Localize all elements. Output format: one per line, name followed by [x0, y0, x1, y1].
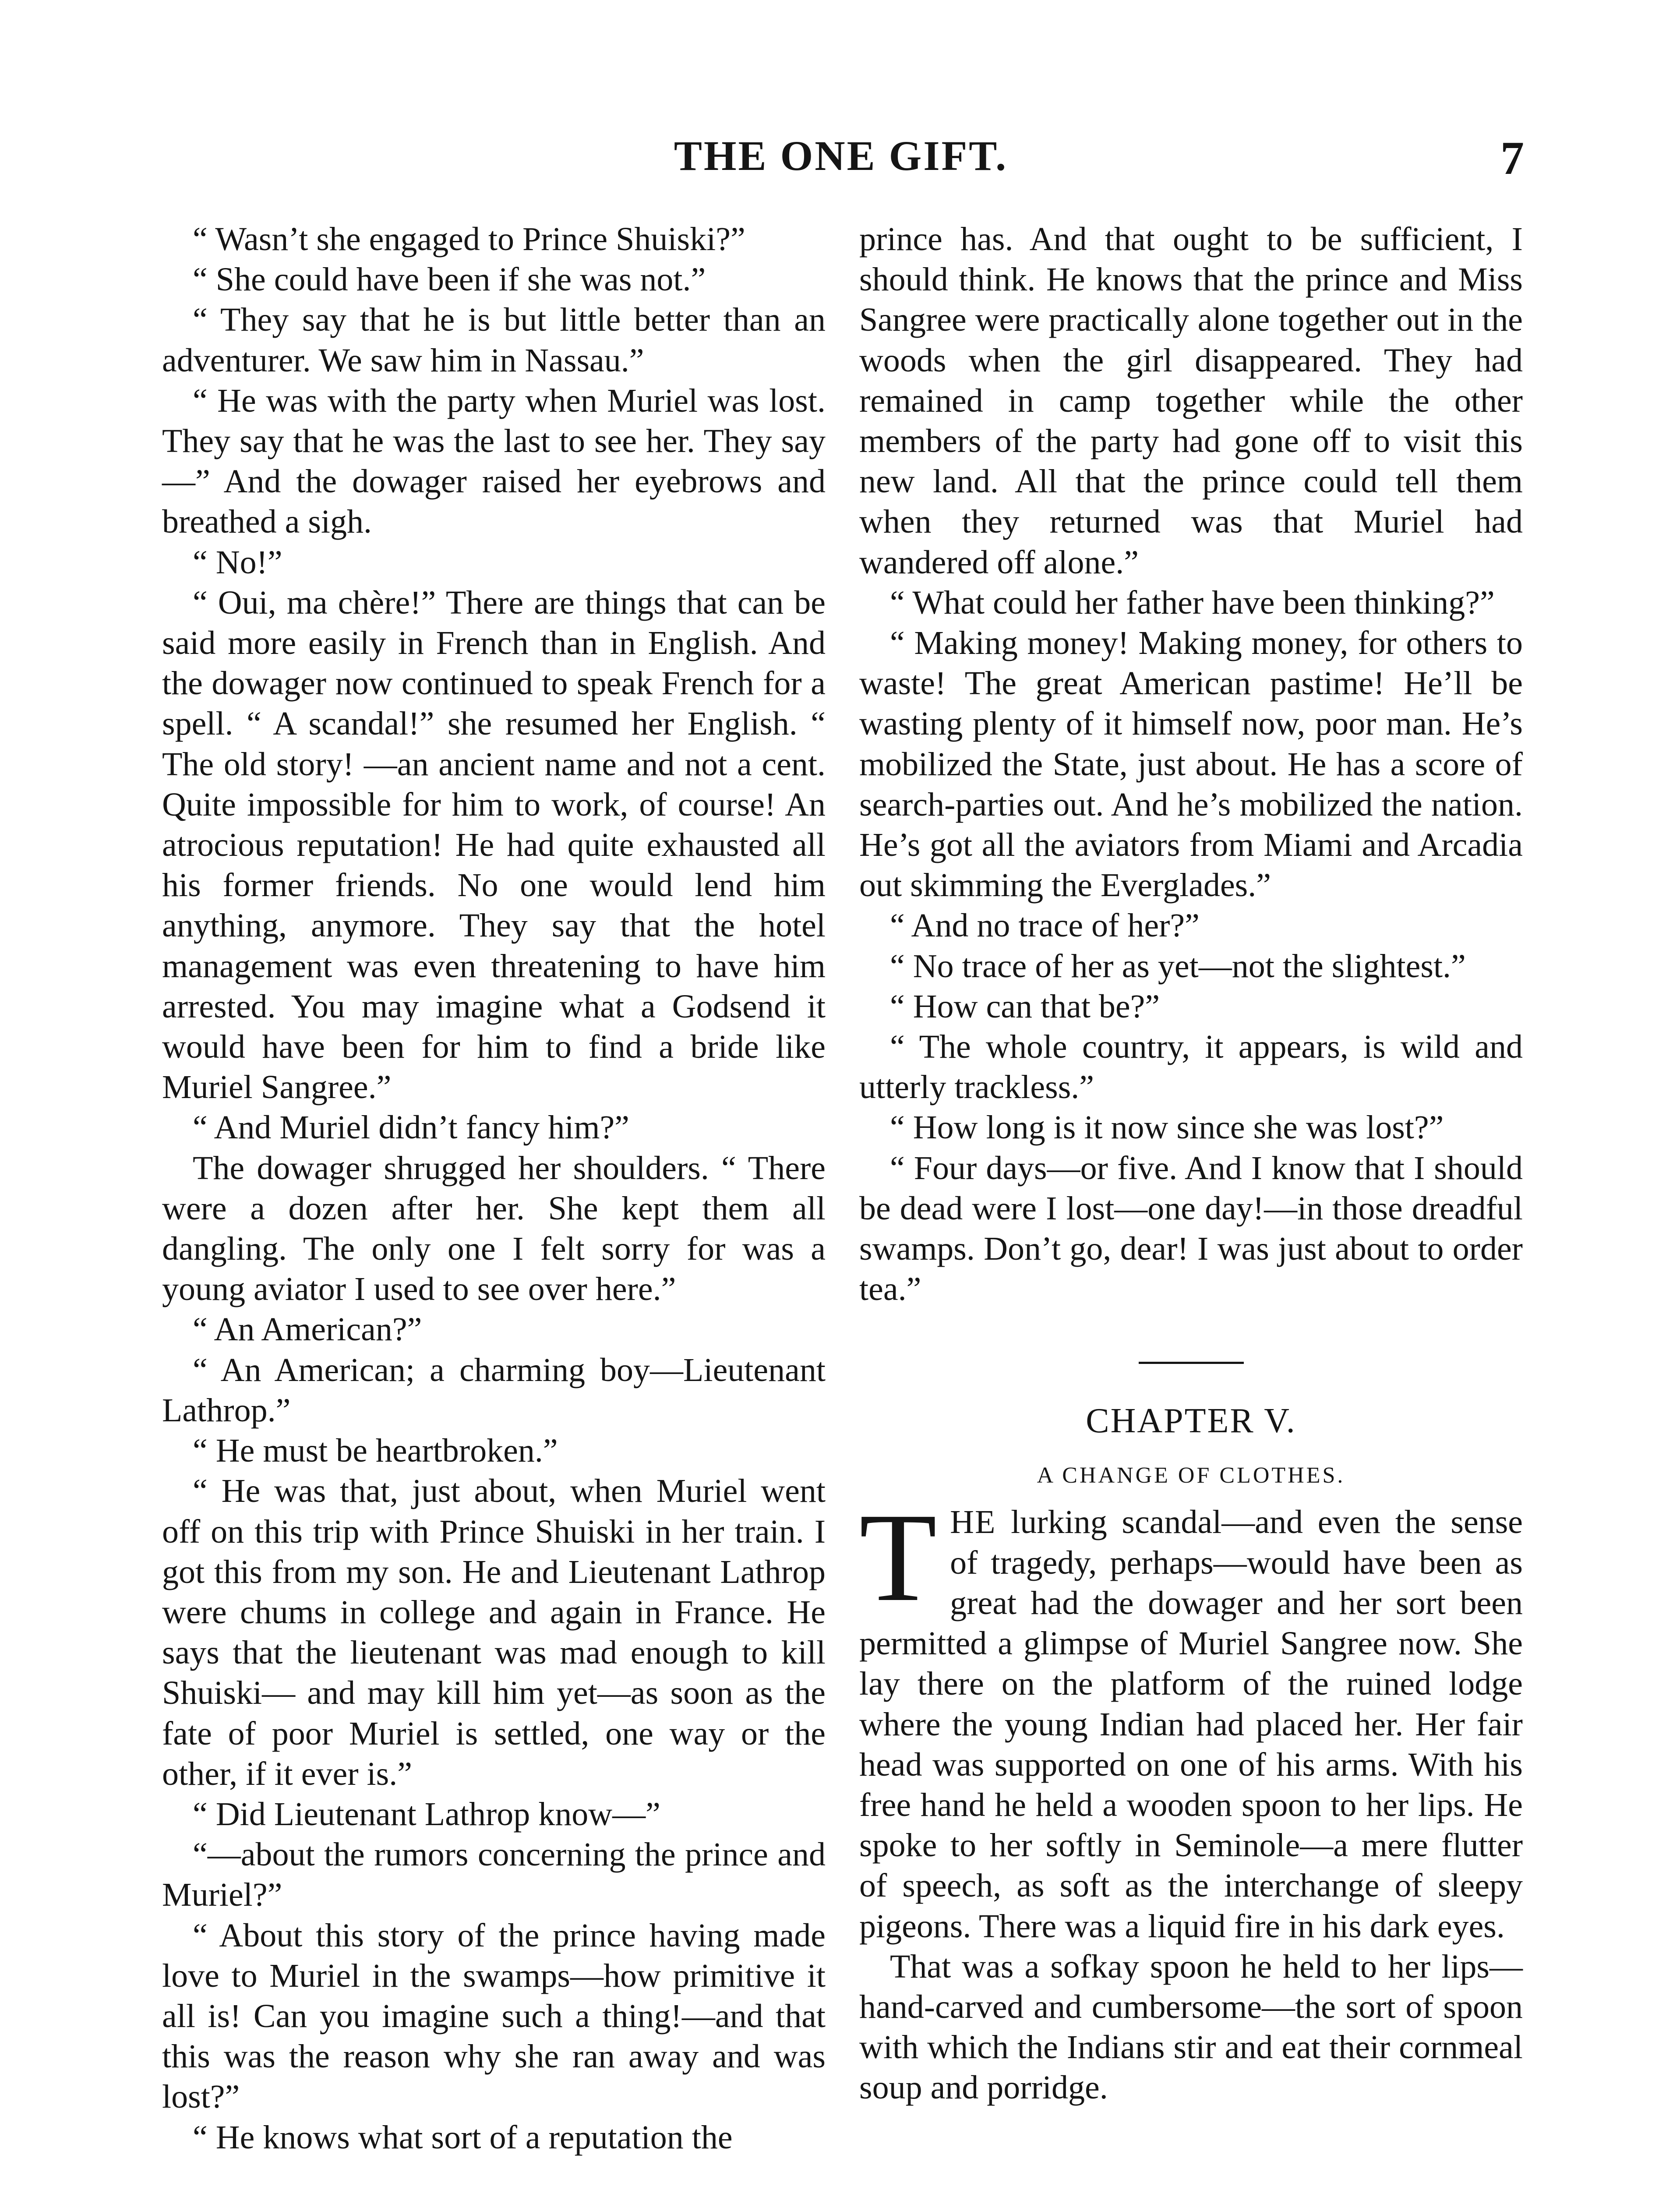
- paragraph: “ About this story of the prince having made love to Muriel in the swamps—how primitive it all is! Can you imagine such a thing!—and that this was the reason why she ran away and was lost?”: [162, 1917, 826, 2116]
- right-column: [859, 219, 1523, 2108]
- page-number: 7: [1500, 132, 1524, 184]
- paragraph: “ Wasn’t she engaged to Prince Shuiski?”: [193, 221, 745, 258]
- left-column: [162, 219, 826, 2158]
- first-word-rest: HE: [950, 1504, 996, 1541]
- running-head: [158, 131, 1524, 193]
- paragraph: “ No!”: [193, 544, 282, 581]
- chapter-subtitle: A CHANGE OF CLOTHES.: [1037, 1463, 1345, 1488]
- paragraph: “ What could her father have been thinking?”: [890, 584, 1495, 621]
- paragraph: “ An American; a charming boy—Lieutenant Lathrop.”: [162, 1351, 826, 1429]
- section-divider: [1139, 1362, 1244, 1364]
- paragraph: “ Oui, ma chère!” There are things that can be said more easily in French than in English. And the dowager now continued to speak French for a spell. “ A scandal!” she resumed her English. “ The old story! —an ancient name and not a cent. Quite impossible for him to work, of course! An atrocious reputation! He had quite exhausted all his former friends. No one would lend him anything, anymore. They say that the hotel management was even threatening to have him arrested. You may imagine what a Godsend it would have been for him to find a bride like Muriel Sangree.”: [162, 584, 826, 1106]
- paragraph: “ He must be heartbroken.”: [193, 1432, 558, 1469]
- paragraph: “ He was with the party when Muriel was lost. They say that he was the last to see her. They say—” And the dowager raised her eyebrows and breathed a sigh.: [162, 382, 826, 540]
- paragraph: “ They say that he is but little better than an adventurer. We saw him in Nassau.”: [162, 301, 826, 379]
- running-title: THE ONE GIFT.: [674, 132, 1008, 179]
- paragraph: “ He was that, just about, when Muriel went off on this trip with Prince Shuiski in her train. I got this from my son. He and Lieutenant Lathrop were chums in college and again in France. He says that the lieutenant was mad enough to kill Shuiski— and may kill him yet—as soon as the fate of poor Muriel is settled, one way or the other, if it ever is.”: [162, 1473, 826, 1792]
- paragraph: The dowager shrugged her shoulders. “ There were a dozen after her. She kept them all dangling. The only one I felt sorry for was a young aviator I used to see over here.”: [162, 1149, 826, 1308]
- paragraph: “ Did Lieutenant Lathrop know—”: [193, 1795, 660, 1833]
- opening-paragraph-text: lurking scandal—and even the sense of tragedy, perhaps—would have been as great had the dowager and her sort been permitted a glimpse of Muriel Sangree now. She lay there on the platform of the ruined lodge where the young Indian had placed her. Her fair head was supported on one of his arms. With his free hand he held a wooden spoon to her lips. He spoke to her softly in Seminole—a mere flutter of speech, as soft as the interchange of sleepy pigeons. There was a liquid fire in his dark eyes.: [859, 1504, 1523, 1945]
- chapter-opening-paragraph: [859, 1487, 1523, 1946]
- paragraph-continued: prince has. And that ought to be sufficient, I should think. He knows that the prince and Miss Sangree were practically alone together out in the woods when the girl disappeared. They had remained in camp together while the other members of the party had gone off to visit this new land. All that the prince could tell them when they returned was that Muriel had wandered off alone.”: [859, 221, 1523, 581]
- paragraph: “—about the rumors concerning the prince and Muriel?”: [162, 1836, 826, 1914]
- paragraph: “ The whole country, it appears, is wild and utterly trackless.”: [859, 1028, 1523, 1106]
- paragraph: “ How can that be?”: [890, 988, 1160, 1025]
- paragraph: That was a sofkay spoon he held to her lips—hand-carved and cumbersome—the sort of spoon with which the Indians stir and eat their cornmeal soup and porridge.: [859, 1948, 1523, 2106]
- paragraph: “ No trace of her as yet—not the slightest.”: [890, 947, 1466, 985]
- paragraph: “ She could have been if she was not.”: [193, 261, 706, 298]
- chapter-heading: CHAPTER V.: [1086, 1402, 1296, 1441]
- paragraph: “ An American?”: [193, 1311, 422, 1348]
- paragraph: “ And Muriel didn’t fancy him?”: [193, 1109, 629, 1146]
- paragraph: “ Four days—or five. And I know that I should be dead were I lost—one day!—in those dreadful swamps. Don’t go, dear! I was just about to order tea.”: [859, 1149, 1523, 1308]
- paragraph: “ How long is it now since she was lost?”: [890, 1109, 1444, 1146]
- paragraph: “ Making money! Making money, for others to waste! The great American pastime! He’ll be wasting plenty of it himself now, poor man. He’s mobilized the State, just about. He has a score of search-parties out. And he’s mobilized the nation. He’s got all the aviators from Miami and Arcadia out skimming the Everglades.”: [859, 625, 1523, 904]
- drop-cap: T: [859, 1487, 937, 1628]
- paragraph: “ He knows what sort of a reputation the: [193, 2119, 733, 2156]
- paragraph: “ And no trace of her?”: [890, 907, 1200, 944]
